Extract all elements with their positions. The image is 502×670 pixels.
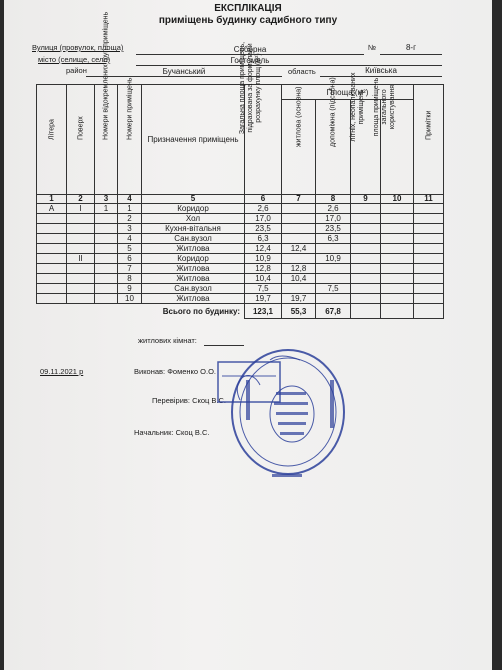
- table-row: [37, 214, 444, 224]
- region-label: область: [288, 67, 316, 76]
- room-number-cell: 3: [118, 224, 142, 234]
- total-area-cell: 19,7: [245, 294, 282, 304]
- group-cell: [95, 284, 118, 294]
- total-area-cell: 10,4: [245, 274, 282, 284]
- total-area-cell: 6,3: [245, 234, 282, 244]
- summer-cell: [351, 244, 381, 254]
- aux-area-cell: 10,9: [316, 254, 351, 264]
- header-living: житлова (основна): [282, 100, 316, 195]
- checker: Перевірив: Скоц В.С.: [152, 396, 226, 405]
- common-cell: [381, 254, 414, 264]
- group-cell: [95, 254, 118, 264]
- aux-area-cell: 6,3: [316, 234, 351, 244]
- total-area-cell: 7,5: [245, 284, 282, 294]
- purpose-cell: Сан.вузол: [142, 234, 245, 244]
- litera-cell: [37, 294, 67, 304]
- summer-cell: [351, 264, 381, 274]
- total-area-cell: 17,0: [245, 214, 282, 224]
- date: 09.11.2021 р: [40, 367, 84, 376]
- living-area-cell: [282, 204, 316, 214]
- common-cell: [381, 244, 414, 254]
- litera-cell: [37, 224, 67, 234]
- common-cell: [381, 294, 414, 304]
- living-area-cell: [282, 224, 316, 234]
- document-title: ЕКСПЛІКАЦІЯ: [214, 3, 282, 14]
- floor-cell: II: [67, 254, 95, 264]
- aux-area-cell: 7,5: [316, 284, 351, 294]
- floor-cell: [67, 274, 95, 284]
- table-row: [37, 234, 444, 244]
- table-row: [37, 244, 444, 254]
- aux-area-cell: [316, 274, 351, 284]
- group-cell: [95, 214, 118, 224]
- street-label: Вулиця (провулок, площа): [32, 43, 124, 52]
- totals-label: Всього по будинку:: [37, 304, 245, 319]
- aux-area-cell: 23,5: [316, 224, 351, 234]
- number-value: 8-г: [405, 43, 417, 52]
- total-area-cell: 2,6: [245, 204, 282, 214]
- table-row: [37, 254, 444, 264]
- floor-cell: I: [67, 204, 95, 214]
- summer-cell: [351, 274, 381, 284]
- notes-cell: [414, 284, 444, 294]
- chief: Начальник: Скоц В.С.: [134, 428, 210, 437]
- floor-cell: [67, 284, 95, 294]
- room-number-cell: 9: [118, 284, 142, 294]
- living-area-cell: [282, 254, 316, 264]
- room-number-cell: 10: [118, 294, 142, 304]
- rooms-label: житлових кімнат:: [138, 336, 197, 345]
- aux-area-cell: 17,0: [316, 214, 351, 224]
- notes-cell: [414, 264, 444, 274]
- living-area-cell: [282, 284, 316, 294]
- region-value: Київська: [365, 66, 397, 75]
- total-area-cell: 10,9: [245, 254, 282, 264]
- number-label: №: [368, 43, 377, 52]
- room-number-cell: 8: [118, 274, 142, 284]
- header-common: площа приміщень загального користування: [381, 100, 414, 195]
- group-cell: [95, 274, 118, 284]
- group-cell: [95, 264, 118, 274]
- notes-cell: [414, 234, 444, 244]
- table-row: [37, 264, 444, 274]
- group-cell: 1: [95, 204, 118, 214]
- table-body: [37, 204, 444, 304]
- table-row: [37, 284, 444, 294]
- summer-cell: [351, 284, 381, 294]
- living-area-cell: 12,8: [282, 264, 316, 274]
- litera-cell: [37, 234, 67, 244]
- summer-cell: [351, 254, 381, 264]
- common-cell: [381, 214, 414, 224]
- round-seal: [200, 340, 350, 490]
- totals-total: 123,1: [245, 304, 282, 319]
- floor-cell: [67, 244, 95, 254]
- living-area-cell: 12,4: [282, 244, 316, 254]
- header-area-group: Площа (м²): [282, 85, 414, 100]
- common-cell: [381, 274, 414, 284]
- litera-cell: [37, 274, 67, 284]
- notes-cell: [414, 274, 444, 284]
- room-number-cell: 2: [118, 214, 142, 224]
- notes-cell: [414, 294, 444, 304]
- purpose-cell: Житлова: [142, 244, 245, 254]
- total-area-cell: 23,5: [245, 224, 282, 234]
- room-number-cell: 6: [118, 254, 142, 264]
- common-cell: [381, 284, 414, 294]
- header-total-area: Загальна площа приміщень, підрахована за формулами розрахунку площ (м²): [245, 85, 282, 195]
- header-notes: Примітки: [414, 85, 444, 195]
- notes-cell: [414, 224, 444, 234]
- living-area-cell: [282, 234, 316, 244]
- living-area-cell: [282, 214, 316, 224]
- living-area-cell: 19,7: [282, 294, 316, 304]
- notes-cell: [414, 254, 444, 264]
- header-groups: Номери відокремлених груп приміщень: [95, 85, 118, 195]
- common-cell: [381, 224, 414, 234]
- litera-cell: [37, 284, 67, 294]
- aux-area-cell: [316, 244, 351, 254]
- document-subtitle: приміщень будинку садибного типу: [158, 15, 338, 26]
- purpose-cell: Житлова: [142, 264, 245, 274]
- litera-cell: А: [37, 204, 67, 214]
- totals-row: [37, 304, 444, 319]
- street-value: Соборна: [233, 45, 267, 54]
- total-area-cell: 12,8: [245, 264, 282, 274]
- aux-area-cell: 2,6: [316, 204, 351, 214]
- floor-cell: [67, 214, 95, 224]
- floor-cell: [67, 224, 95, 234]
- aux-area-cell: [316, 294, 351, 304]
- litera-cell: [37, 264, 67, 274]
- aux-area-cell: [316, 264, 351, 274]
- table-row: [37, 224, 444, 234]
- purpose-cell: Коридор: [142, 254, 245, 264]
- header-floor: Поверх: [67, 85, 95, 195]
- summer-cell: [351, 214, 381, 224]
- executor: Виконав: Фоменко О.О.: [134, 367, 216, 376]
- litera-cell: [37, 214, 67, 224]
- header-purpose: Призначення приміщень: [142, 85, 245, 195]
- notes-cell: [414, 204, 444, 214]
- notes-cell: [414, 244, 444, 254]
- header-summer: літніх, неопалюваних приміщень: [351, 100, 381, 195]
- purpose-cell: Коридор: [142, 204, 245, 214]
- header-litera: Літера: [37, 85, 67, 195]
- city-label: місто (селище, село): [38, 55, 111, 64]
- purpose-cell: Житлова: [142, 294, 245, 304]
- room-number-cell: 7: [118, 264, 142, 274]
- city-value: Гостомель: [230, 56, 270, 65]
- room-number-cell: 5: [118, 244, 142, 254]
- totals-aux: 67,8: [316, 304, 351, 319]
- document-page: [4, 0, 492, 670]
- room-number-cell: 4: [118, 234, 142, 244]
- common-cell: [381, 234, 414, 244]
- notes-cell: [414, 214, 444, 224]
- district-value: Бучанський: [162, 67, 206, 76]
- group-cell: [95, 234, 118, 244]
- purpose-cell: Сан.вузол: [142, 284, 245, 294]
- summer-cell: [351, 204, 381, 214]
- floor-cell: [67, 264, 95, 274]
- group-cell: [95, 294, 118, 304]
- summer-cell: [351, 224, 381, 234]
- common-cell: [381, 204, 414, 214]
- header-auxiliary: допоміжна (підсобна): [316, 100, 351, 195]
- purpose-cell: Житлова: [142, 274, 245, 284]
- purpose-cell: Кухня-вітальня: [142, 224, 245, 234]
- summer-cell: [351, 234, 381, 244]
- totals-living: 55,3: [282, 304, 316, 319]
- group-cell: [95, 244, 118, 254]
- litera-cell: [37, 254, 67, 264]
- total-area-cell: 12,4: [245, 244, 282, 254]
- common-cell: [381, 264, 414, 274]
- table-row: [37, 294, 444, 304]
- group-cell: [95, 224, 118, 234]
- header-room-numbers: Номери приміщень: [118, 85, 142, 195]
- purpose-cell: Хол: [142, 214, 245, 224]
- floor-cell: [67, 234, 95, 244]
- living-area-cell: 10,4: [282, 274, 316, 284]
- floor-cell: [67, 294, 95, 304]
- table-row: [37, 274, 444, 284]
- column-numbers-row: 1 2 3 4 5 6 7 8 9 10 11: [37, 195, 444, 204]
- room-number-cell: 1: [118, 204, 142, 214]
- litera-cell: [37, 244, 67, 254]
- summer-cell: [351, 294, 381, 304]
- table-row: [37, 204, 444, 214]
- district-label: район: [66, 66, 87, 75]
